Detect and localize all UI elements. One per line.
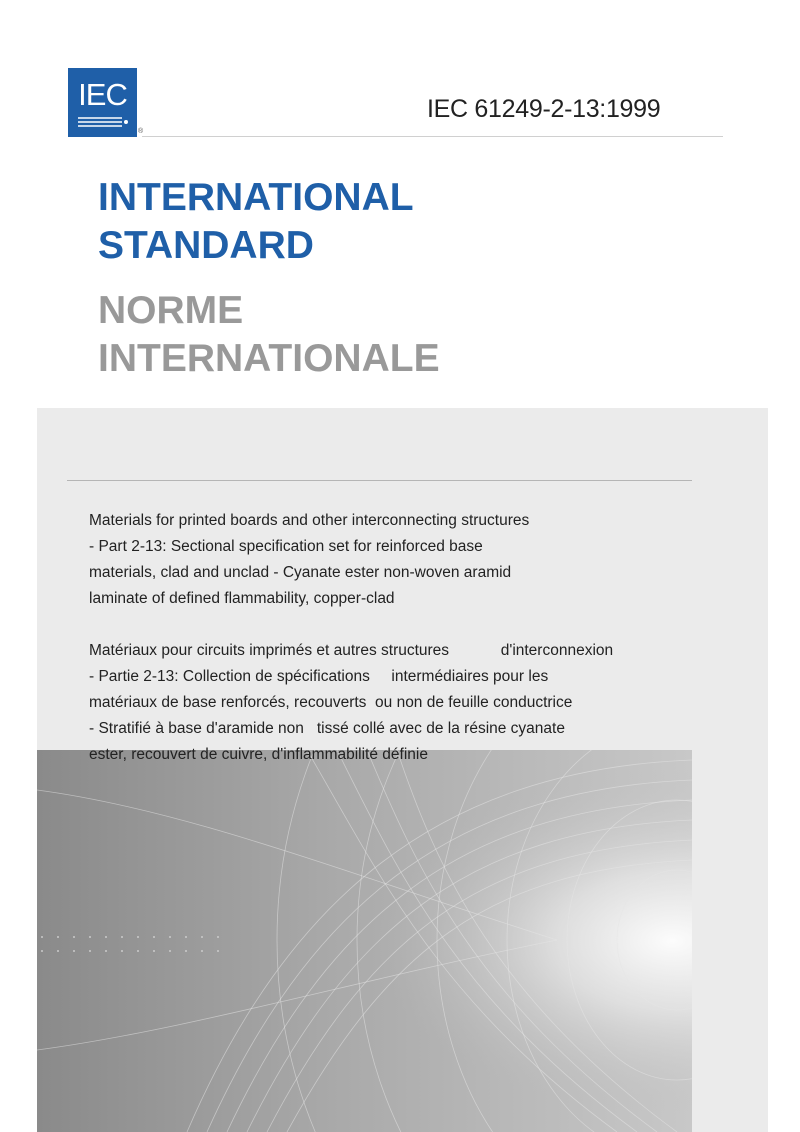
panel-divider: [67, 480, 692, 481]
abstract-cover-graphic: [37, 750, 692, 1132]
description-french-line: ester, recouvert de cuivre, d'inflammabilité définie: [89, 746, 428, 763]
description-english: [89, 508, 529, 612]
description-french-line: - Stratifié à base d'aramide non tissé collé avec de la résine cyanate: [89, 720, 565, 737]
title-english-line-1: INTERNATIONAL: [98, 176, 414, 219]
title-french-line-1: NORME: [98, 289, 244, 332]
description-english-line: Materials for printed boards and other interconnecting structures: [89, 512, 530, 529]
iec-logo-text: IEC: [78, 77, 127, 112]
title-english-line-2: STANDARD: [98, 224, 314, 267]
title-french: [98, 287, 440, 383]
description-english-line: laminate of defined flammability, copper-clad: [89, 590, 395, 607]
description-french-line: matériaux de base renforcés, recouverts ou non de feuille conductrice: [89, 694, 573, 711]
logo-lines-icon: [78, 116, 128, 130]
iec-logo: [68, 68, 137, 137]
title-english: [98, 174, 414, 270]
description-french-line: Matériaux pour circuits imprimés et autres structures d'interconnexion: [89, 642, 614, 659]
document-number: IEC 61249-2-13:1999: [427, 95, 661, 123]
description-french-line: - Partie 2-13: Collection de spécifications intermédiaires pour les: [89, 668, 549, 685]
registered-mark: ®: [138, 128, 144, 135]
description-english-line: - Part 2-13: Sectional specification set for reinforced base: [89, 538, 483, 555]
title-french-line-2: INTERNATIONALE: [98, 337, 440, 380]
description-english-line: materials, clad and unclad - Cyanate ester non-woven aramid: [89, 564, 512, 581]
description-french: [89, 638, 613, 768]
header-divider: [142, 136, 723, 137]
